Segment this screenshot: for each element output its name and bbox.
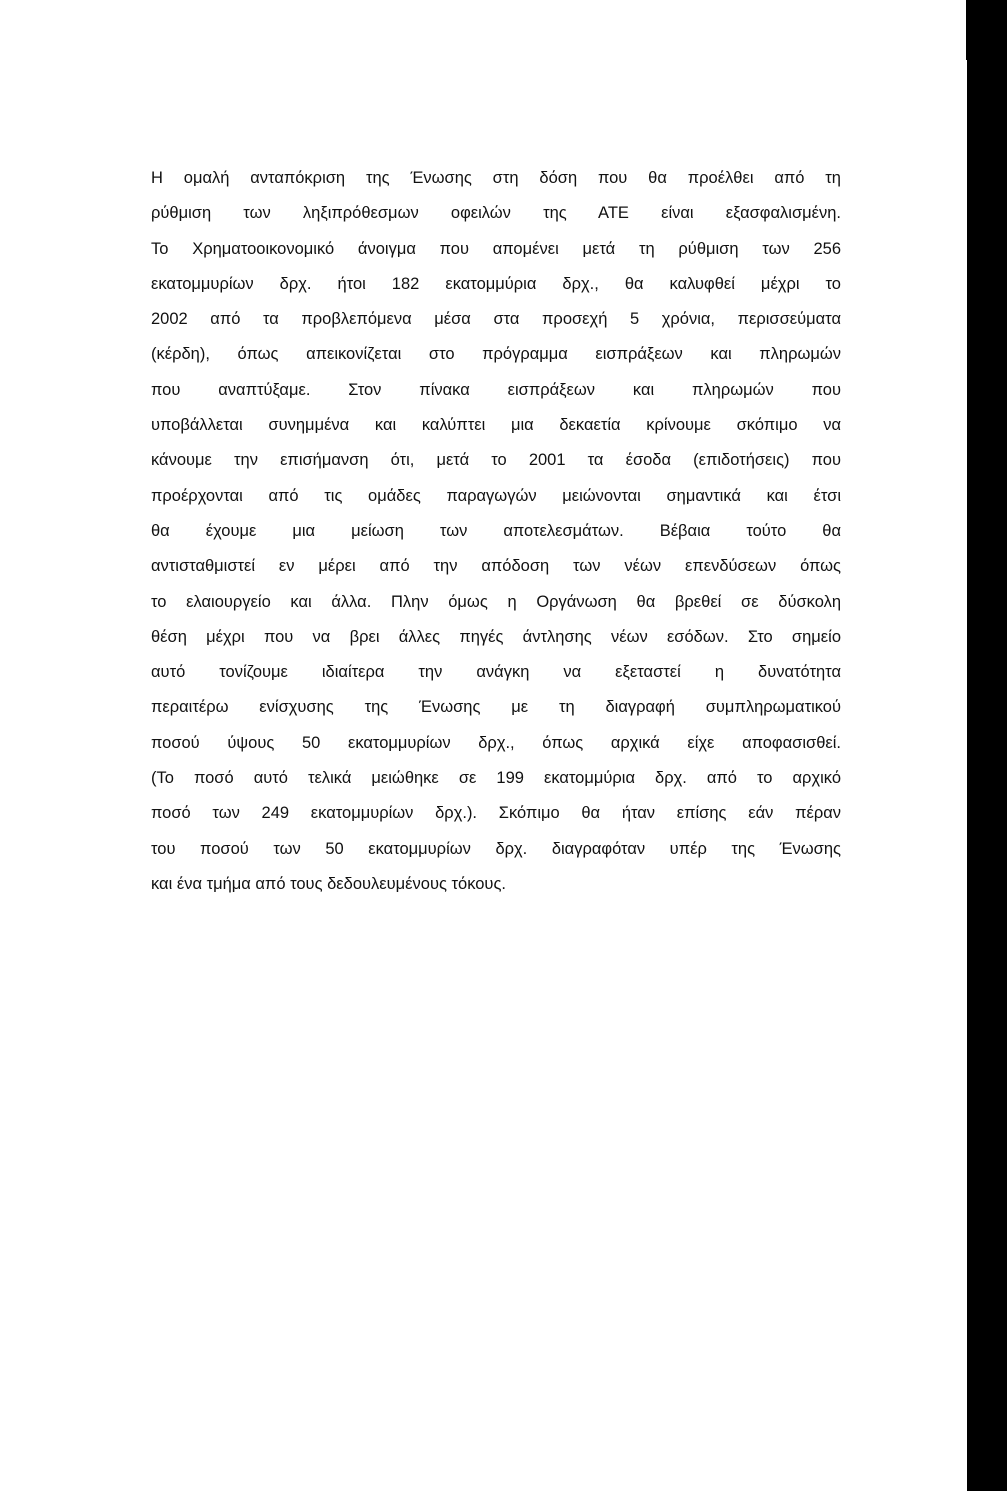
text-line-19: ποσό των 249 εκατομμυρίων δρχ.). Σκόπιμο θα ήταν επίσης εάν πέραν (151, 804, 841, 823)
text-line-18: (Το ποσό αυτό τελικά μειώθηκε σε 199 εκατομμύρια δρχ. από το αρχικό (151, 769, 841, 788)
text-line-6: (κέρδη), όπως απεικονίζεται στο πρόγραμμα εισπράξεων και πληρωμών (151, 345, 841, 364)
text-line-2: ρύθμιση των ληξιπρόθεσμων οφειλών της ΑΤΕ είναι εξασφαλισμένη. (151, 204, 841, 223)
text-line-16: περαιτέρω ενίσχυσης της Ένωσης με τη διαγραφή συμπληρωματικού (151, 698, 841, 717)
text-line-9: κάνουμε την επισήμανση ότι, μετά το 2001 τα έσοδα (επιδοτήσεις) που (151, 451, 841, 470)
text-line-12: αντισταθμιστεί εν μέρει από την απόδοση των νέων επενδύσεων όπως (151, 557, 841, 576)
text-line-5: 2002 από τα προβλεπόμενα μέσα στα προσεχή 5 χρόνια, περισσεύματα (151, 310, 841, 329)
text-line-11: θα έχουμε μια μείωση των αποτελεσμάτων. Βέβαια τούτο θα (151, 521, 841, 540)
text-line-10: προέρχονται από τις ομάδες παραγωγών μειώνονται σημαντικά και έτσι (151, 486, 841, 505)
scan-border-band (967, 0, 1007, 1491)
text-line-8: υποβάλλεται συνημμένα και καλύπτει μια δεκαετία κρίνουμε σκόπιμο να (151, 416, 841, 435)
text-line-13: το ελαιουργείο και άλλα. Πλην όμως η Οργάνωση θα βρεθεί σε δύσκολη (151, 592, 841, 611)
text-line-4: εκατομμυρίων δρχ. ήτοι 182 εκατομμύρια δρχ., θα καλυφθεί μέχρι το (151, 274, 841, 293)
text-line-3: Το Χρηματοοικονομικό άνοιγμα που απομένει μετά τη ρύθμιση των 256 (151, 239, 841, 258)
text-line-21: και ένα τμήμα από τους δεδουλευμένους τόκους. (151, 874, 506, 893)
text-line-7: που αναπτύξαμε. Στον πίνακα εισπράξεων και πληρωμών που (151, 380, 841, 399)
text-line-14: θέση μέχρι που να βρει άλλες πηγές άντλησης νέων εσόδων. Στο σημείο (151, 627, 841, 646)
text-line-20: του ποσού των 50 εκατομμυρίων δρχ. διαγραφόταν υπέρ της Ένωσης (151, 839, 841, 858)
text-line-1: Η ομαλή ανταπόκριση της Ένωσης στη δόση που θα προέλθει από τη (151, 169, 841, 187)
text-line-15: αυτό τονίζουμε ιδιαίτερα την ανάγκη να εξεταστεί η δυνατότητα (151, 663, 841, 682)
body-paragraph (151, 161, 841, 902)
text-line-17: ποσού ύψους 50 εκατομμυρίων δρχ., όπως αρχικά είχε αποφασισθεί. (151, 733, 841, 752)
